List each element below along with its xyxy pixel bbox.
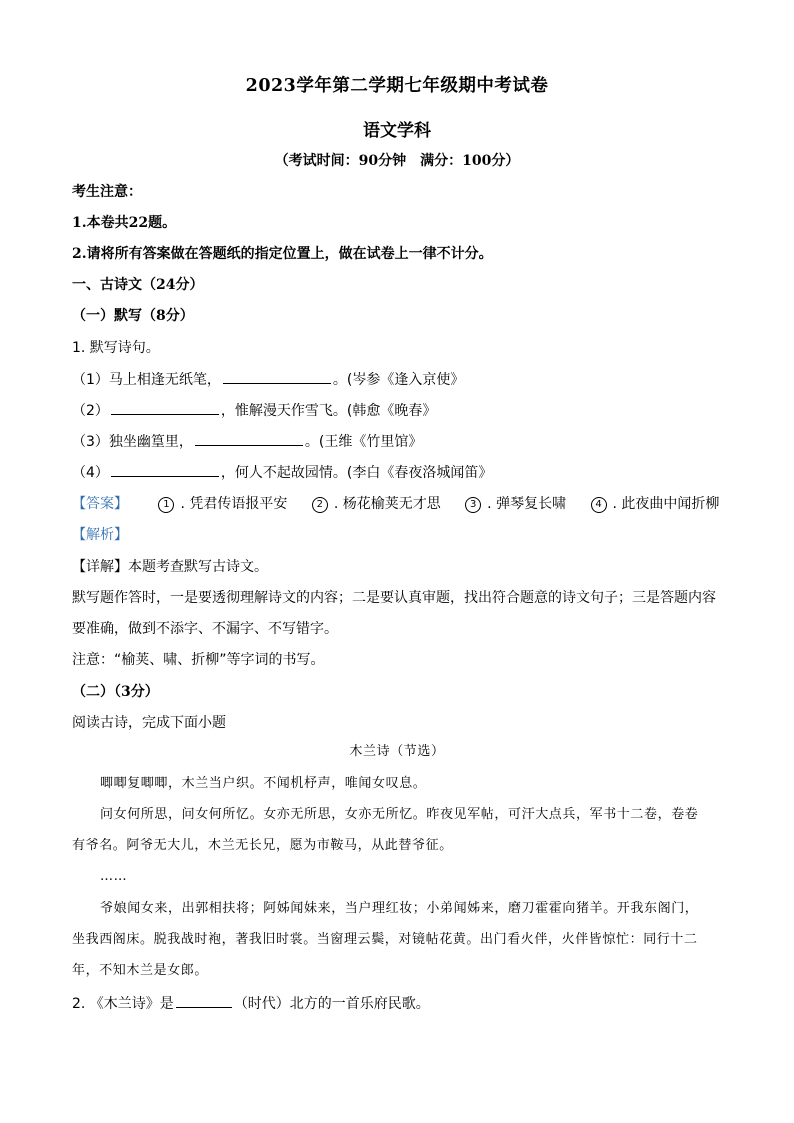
notice-heading: 考生注意： bbox=[72, 184, 142, 200]
explain-line-2: 要准确，做到不添字、不漏字、不写错字。 bbox=[72, 621, 338, 637]
question-2-prefix: 2. 《木兰诗》是 bbox=[72, 996, 174, 1012]
notice-item-2: 2.请将所有答案做在答题纸的指定位置上，做在试卷上一律不计分。 bbox=[72, 246, 493, 262]
part2-heading: （二）（3分） bbox=[72, 684, 159, 700]
poem-paragraph-1: 唧唧复唧唧，木兰当户织。不闻机杼声，唯闻女叹息。 bbox=[100, 776, 427, 791]
answer-number: 4 bbox=[591, 497, 607, 513]
section-heading: 一、古诗文（24分） bbox=[72, 277, 204, 293]
part1-heading: （一）默写（8分） bbox=[72, 308, 194, 324]
question-1-stem: 1. 默写诗句。 bbox=[72, 340, 160, 356]
answer-blank bbox=[111, 400, 219, 415]
answer-blank bbox=[223, 369, 331, 384]
answer-blank bbox=[111, 462, 219, 477]
answer-tag: 【答案】 bbox=[72, 496, 128, 512]
exam-info: （考试时间：90分钟 满分：100分） bbox=[274, 153, 520, 169]
item-suffix: 。(王维《竹里馆》 bbox=[304, 434, 423, 450]
explain-line-1: 默写题作答时，一是要透彻理解诗文的内容；二是要认真审题，找出符合题意的诗文句子；三是答题内容 bbox=[72, 590, 716, 606]
poem-paragraph-3-line-2: 坐我西阁床。脱我战时袍，著我旧时裳。当窗理云鬓，对镜帖花黄。出门看火伴，火伴皆惊忙：同行十二 bbox=[72, 932, 698, 947]
detail-line: 【详解】本题考查默写古诗文。 bbox=[72, 559, 268, 575]
answer-blank bbox=[176, 993, 232, 1008]
answer-item bbox=[591, 494, 720, 514]
poem-paragraph-2-line-1: 问女何所思，问女何所忆。女亦无所思，女亦无所忆。昨夜见军帖，可汗大点兵，军书十二卷，卷卷 bbox=[100, 807, 699, 822]
item-suffix: ，何人不起故园情。(李白《春夜洛城闻笛》 bbox=[220, 465, 493, 481]
poem-paragraph-3-line-3: 年，不知木兰是女郎。 bbox=[72, 963, 209, 978]
question-2 bbox=[72, 993, 732, 1014]
analysis-tag: 【解析】 bbox=[72, 527, 128, 543]
poem-ellipsis: …… bbox=[100, 869, 128, 884]
question-2-suffix: （时代）北方的一首乐府民歌。 bbox=[233, 996, 430, 1012]
poem-paragraph-2-line-2: 有爷名。阿爷无大儿，木兰无长兄，愿为市鞍马，从此替爷征。 bbox=[72, 838, 453, 853]
answer-text: . 杨花榆荚无才思 bbox=[333, 496, 441, 512]
poem-paragraph-3-line-1: 爷娘闻女来，出郭相扶将；阿姊闻妹来，当户理红妆；小弟闻姊来，磨刀霍霍向猪羊。开我东阁门， bbox=[100, 901, 699, 916]
part2-intro: 阅读古诗，完成下面小题 bbox=[72, 715, 226, 731]
exam-title: 2023学年第二学期七年级期中考试卷 bbox=[245, 76, 549, 96]
item-prefix: （3）独坐幽篁里， bbox=[72, 434, 193, 450]
answer-text: . 弹琴复长啸 bbox=[487, 496, 567, 512]
question-1-item-2 bbox=[72, 400, 732, 421]
question-1-item-3 bbox=[72, 431, 732, 452]
answer-item bbox=[312, 494, 441, 514]
item-prefix: （4） bbox=[72, 465, 109, 481]
item-prefix: （2） bbox=[72, 403, 109, 419]
answer-row bbox=[72, 494, 732, 514]
poem-title: 木兰诗（节选） bbox=[349, 744, 445, 759]
question-1-item-1 bbox=[72, 369, 732, 390]
answer-item bbox=[465, 494, 566, 514]
subject-title: 语文学科 bbox=[363, 121, 431, 141]
answer-blank bbox=[195, 431, 303, 446]
answer-number: 2 bbox=[312, 497, 328, 513]
answer-text: . 此夜曲中闻折柳 bbox=[612, 496, 720, 512]
item-suffix: 。(岑参《逢入京使》 bbox=[332, 372, 465, 388]
answer-text: . 凭君传语报平安 bbox=[180, 496, 288, 512]
answer-number: 1 bbox=[158, 497, 174, 513]
note-line: 注意：“榆荚、啸、折柳”等字词的书写。 bbox=[72, 652, 325, 668]
question-1-item-4 bbox=[72, 462, 732, 483]
answer-number: 3 bbox=[465, 497, 481, 513]
item-prefix: （1）马上相逢无纸笔， bbox=[72, 372, 221, 388]
answer-item bbox=[158, 494, 287, 514]
item-suffix: ，惟解漫天作雪飞。(韩愈《晚春》 bbox=[220, 403, 437, 419]
notice-item-1: 1.本卷共22题。 bbox=[72, 215, 177, 231]
